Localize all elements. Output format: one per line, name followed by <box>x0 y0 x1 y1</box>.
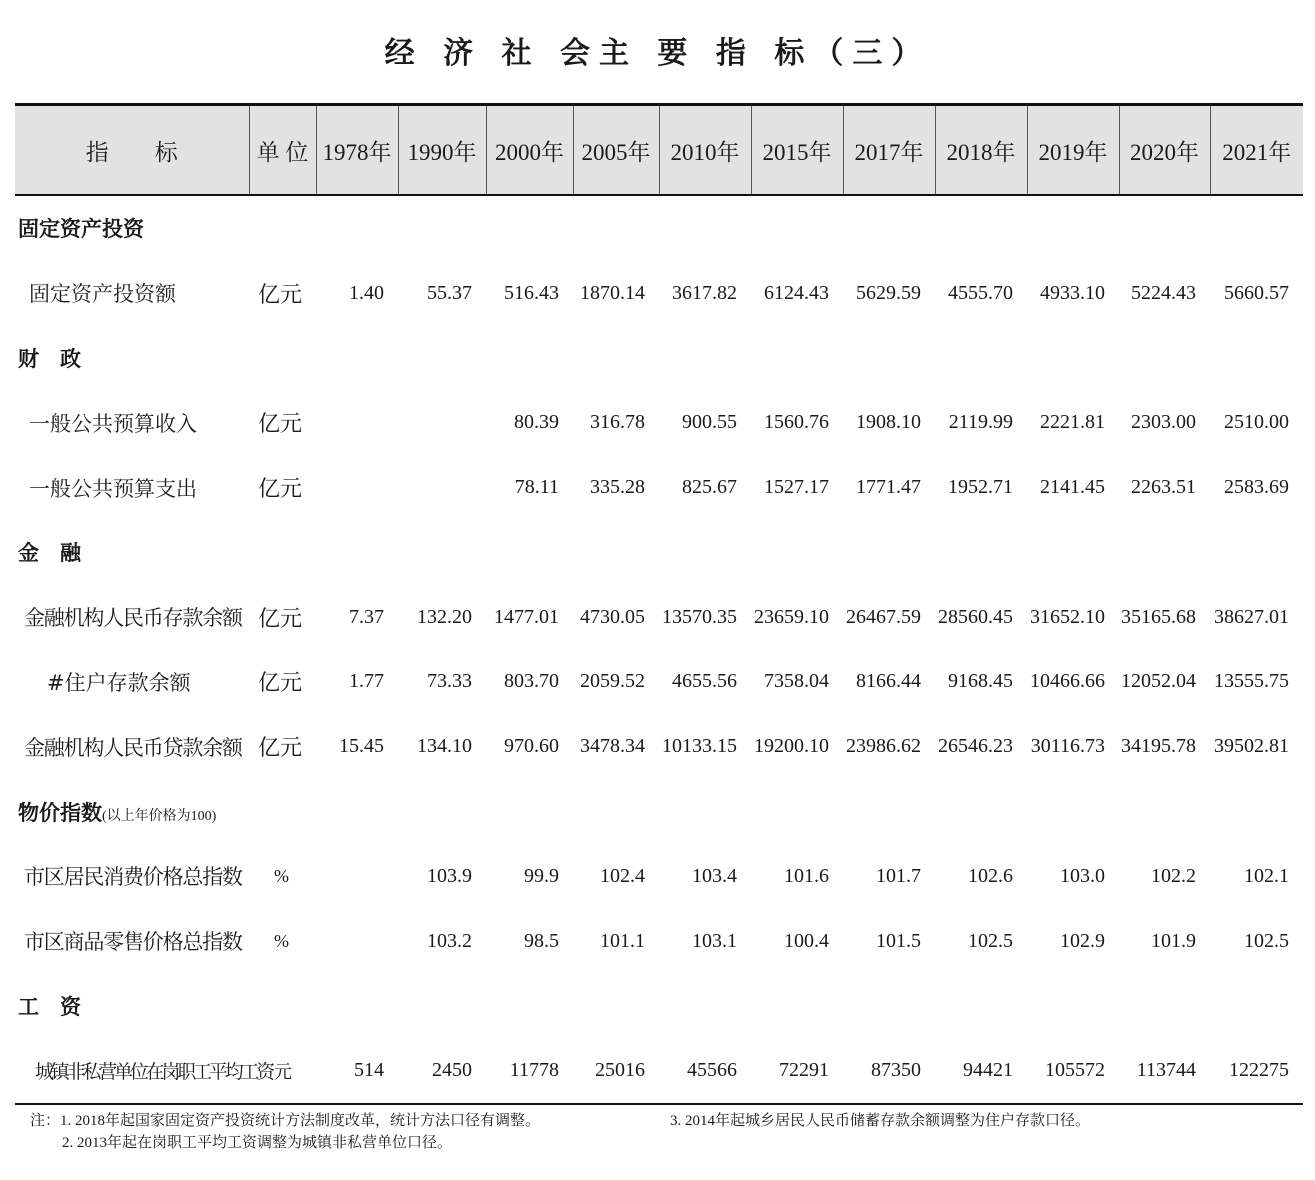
table-row <box>15 585 1303 650</box>
section-title-prices-text: 物价指数 <box>18 800 102 825</box>
row-indicator: 一般公共预算支出 <box>29 476 197 501</box>
section-row <box>15 779 1303 844</box>
section-title-investment: 固定资产投资 <box>18 217 144 242</box>
cell: 2263.51 <box>1131 476 1196 499</box>
header-year: 2015年 <box>751 105 843 196</box>
cell: 98.5 <box>524 929 559 952</box>
cell: 101.7 <box>876 864 921 887</box>
cell: 113744 <box>1136 1059 1196 1082</box>
cell: 25016 <box>595 1059 645 1082</box>
page-title: 经 济 社 会主 要 指 标（三） <box>384 36 931 71</box>
cell: 1.40 <box>349 281 384 304</box>
cell: 1527.17 <box>764 476 829 499</box>
cell: 4555.70 <box>948 281 1013 304</box>
footnotes <box>30 1110 540 1154</box>
cell: 55.37 <box>427 281 472 304</box>
row-indicator: 金融机构人民币存款余额 <box>24 606 242 631</box>
cell: 30116.73 <box>1030 735 1105 758</box>
cell: 970.60 <box>504 735 559 758</box>
cell: 87350 <box>871 1059 921 1082</box>
cell: 1908.10 <box>856 411 921 434</box>
cell: 26546.23 <box>938 735 1013 758</box>
header-year: 2000年 <box>486 105 573 196</box>
header-year: 2021年 <box>1210 105 1303 196</box>
cell: 101.6 <box>784 864 829 887</box>
row-indicator: 市区商品零售价格总指数 <box>24 930 242 955</box>
cell: 2141.45 <box>1040 476 1105 499</box>
cell: 6124.43 <box>764 281 829 304</box>
cell: 1952.71 <box>948 476 1013 499</box>
cell <box>316 844 398 909</box>
cell: 2303.00 <box>1131 411 1196 434</box>
table-row <box>15 714 1303 779</box>
header-unit: 单 位 <box>249 105 316 196</box>
cell: 28560.45 <box>938 605 1013 628</box>
cell: 3617.82 <box>672 281 737 304</box>
header-year: 2010年 <box>659 105 751 196</box>
row-indicator: 一般公共预算收入 <box>29 411 197 436</box>
cell: 102.1 <box>1244 864 1289 887</box>
cell: 5660.57 <box>1224 281 1289 304</box>
cell: 2221.81 <box>1040 411 1105 434</box>
header-year: 2020年 <box>1119 105 1210 196</box>
cell <box>398 390 486 455</box>
cell: 45566 <box>687 1059 737 1082</box>
section-title-wages: 工 资 <box>18 994 81 1019</box>
cell: 8166.44 <box>856 670 921 693</box>
row-unit: 亿元 <box>258 671 303 697</box>
table-row <box>15 455 1303 520</box>
row-unit: 亿元 <box>258 412 303 438</box>
cell: 19200.10 <box>754 735 829 758</box>
cell: 34195.78 <box>1121 735 1196 758</box>
row-indicator: 固定资产投资额 <box>29 282 176 307</box>
cell: 72291 <box>779 1059 829 1082</box>
cell: 4933.10 <box>1040 281 1105 304</box>
cell <box>316 455 398 520</box>
section-title-prices <box>15 779 1303 844</box>
table-row <box>15 909 1303 974</box>
cell: 103.9 <box>427 864 472 887</box>
row-unit: % <box>274 930 289 951</box>
row-indicator: 市区居民消费价格总指数 <box>24 865 242 890</box>
cell: 35165.68 <box>1121 605 1196 628</box>
cell: 132.20 <box>417 605 472 628</box>
row-indicator: 城镇非私营单位在岗职工平均工资 <box>35 1061 273 1084</box>
cell: 7358.04 <box>764 670 829 693</box>
section-row <box>15 974 1303 1039</box>
section-row <box>15 520 1303 585</box>
cell: 94421 <box>963 1059 1013 1082</box>
cell: 516.43 <box>504 281 559 304</box>
header-year: 2017年 <box>843 105 935 196</box>
cell: 26467.59 <box>846 605 921 628</box>
footnote-1: 注：1. 2018年起国家固定资产投资统计方法制度改革，统计方法口径有调整。 <box>30 1113 541 1129</box>
cell: 23986.62 <box>846 735 921 758</box>
cell: 122275 <box>1229 1059 1289 1082</box>
cell <box>398 455 486 520</box>
cell: 38627.01 <box>1214 605 1289 628</box>
row-unit: 亿元 <box>258 736 303 762</box>
header-year: 1978年 <box>316 105 398 196</box>
header-year: 2018年 <box>935 105 1027 196</box>
cell: 2119.99 <box>948 411 1013 434</box>
section-title-banking: 金 融 <box>18 541 81 566</box>
cell: 900.55 <box>682 411 737 434</box>
cell: 99.9 <box>524 864 559 887</box>
table-row <box>15 650 1303 715</box>
footnote-3: 3. 2014年起城乡居民人民币储蓄存款余额调整为住户存款口径。 <box>670 1113 1091 1129</box>
cell: 101.9 <box>1151 929 1196 952</box>
cell: 12052.04 <box>1121 670 1196 693</box>
table-row <box>15 1038 1303 1104</box>
cell: 101.1 <box>600 929 645 952</box>
cell: 514 <box>354 1059 384 1082</box>
cell: 39502.81 <box>1214 735 1289 758</box>
cell: 2450 <box>432 1059 472 1082</box>
cell: 31652.10 <box>1030 605 1105 628</box>
cell: 103.0 <box>1060 864 1105 887</box>
cell: 803.70 <box>504 670 559 693</box>
cell: 102.5 <box>1244 929 1289 952</box>
cell: 1477.01 <box>494 605 559 628</box>
row-unit: 元 <box>274 1061 292 1082</box>
cell: 102.2 <box>1151 864 1196 887</box>
cell: 2059.52 <box>580 670 645 693</box>
cell: 105572 <box>1045 1059 1105 1082</box>
table-header <box>15 105 1303 196</box>
row-unit: 亿元 <box>258 606 303 632</box>
header-year: 1990年 <box>398 105 486 196</box>
header-year: 2005年 <box>573 105 659 196</box>
row-unit: 亿元 <box>258 282 303 308</box>
cell: 3478.34 <box>580 735 645 758</box>
table-row <box>15 261 1303 326</box>
table-row <box>15 390 1303 455</box>
cell <box>316 909 398 974</box>
cell: 102.4 <box>600 864 645 887</box>
cell: 102.9 <box>1060 929 1105 952</box>
cell: 103.1 <box>692 929 737 952</box>
cell: 5224.43 <box>1131 281 1196 304</box>
cell: 1771.47 <box>856 476 921 499</box>
header-year: 2019年 <box>1027 105 1119 196</box>
section-row <box>15 195 1303 261</box>
cell: 13570.35 <box>662 605 737 628</box>
cell: 4730.05 <box>580 605 645 628</box>
cell: 2583.69 <box>1224 476 1289 499</box>
cell: 10133.15 <box>662 735 737 758</box>
cell: 1.77 <box>349 670 384 693</box>
cell: 23659.10 <box>754 605 829 628</box>
cell: 100.4 <box>784 929 829 952</box>
row-unit: % <box>274 865 289 886</box>
cell: 102.6 <box>968 864 1013 887</box>
row-indicator: #住户存款余额 <box>47 670 191 695</box>
cell: 13555.75 <box>1214 670 1289 693</box>
row-indicator: 金融机构人民币贷款余额 <box>24 735 242 760</box>
header-indicator: 指 标 <box>15 105 249 196</box>
cell: 1870.14 <box>580 281 645 304</box>
cell: 825.67 <box>682 476 737 499</box>
cell: 2510.00 <box>1224 411 1289 434</box>
cell: 80.39 <box>514 411 559 434</box>
cell: 134.10 <box>417 735 472 758</box>
cell: 4655.56 <box>672 670 737 693</box>
cell: 1560.76 <box>764 411 829 434</box>
section-note-prices: (以上年价格为100) <box>102 808 217 824</box>
table-row <box>15 844 1303 909</box>
cell: 15.45 <box>339 735 384 758</box>
cell: 9168.45 <box>948 670 1013 693</box>
cell: 335.28 <box>590 476 645 499</box>
cell: 10466.66 <box>1030 670 1105 693</box>
cell: 316.78 <box>590 411 645 434</box>
cell: 103.4 <box>692 864 737 887</box>
section-row <box>15 326 1303 391</box>
cell: 101.5 <box>876 929 921 952</box>
section-title-finance: 财 政 <box>18 346 81 371</box>
cell: 11778 <box>509 1059 559 1082</box>
cell: 78.11 <box>514 476 559 499</box>
row-unit: 亿元 <box>258 477 303 503</box>
footnote-2: 2. 2013年起在岗职工平均工资调整为城镇非私营单位口径。 <box>62 1135 453 1151</box>
cell: 73.33 <box>427 670 472 693</box>
cell: 103.2 <box>427 929 472 952</box>
indicator-table <box>15 103 1303 1105</box>
cell: 7.37 <box>349 605 384 628</box>
cell: 102.5 <box>968 929 1013 952</box>
cell <box>316 390 398 455</box>
cell: 5629.59 <box>856 281 921 304</box>
